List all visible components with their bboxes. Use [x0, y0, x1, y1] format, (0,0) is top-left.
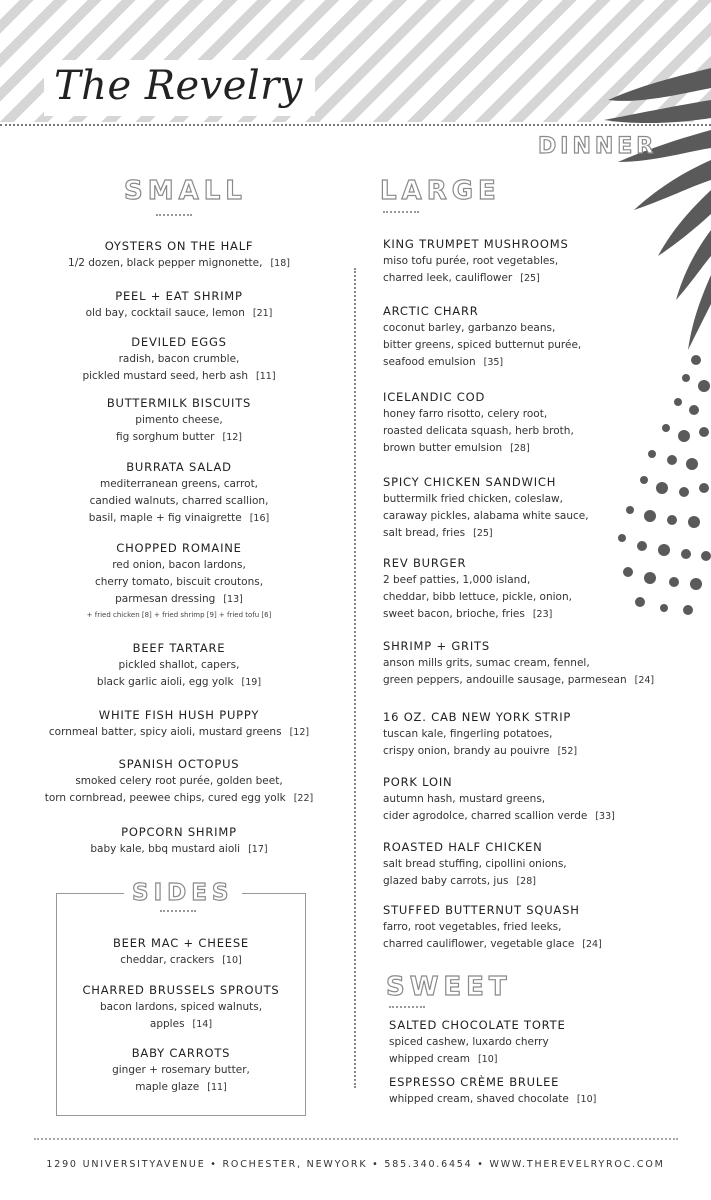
footer-contact: 1290 UNIVERSITYAVENUE • ROCHESTER, NEWYORK • 585.340.6454 • WWW.THEREVELRYROC.COM — [46, 1159, 665, 1170]
menu-item: SPANISH OCTOPUS smoked celery root purée, golden beet, torn cornbread, peewee chips, cured egg yolk [22] — [44, 757, 314, 804]
menu-item: BABY CARROTS ginger + rosemary butter, maple glaze [11] — [112, 1046, 250, 1093]
menu-item: SALTED CHOCOLATE TORTE spiced cashew, luxardo cherry whipped cream [10] — [389, 1018, 566, 1065]
menu-item: PEEL + EAT SHRIMP old bay, cocktail sauce, lemon [21] — [85, 289, 273, 319]
menu-item: REV BURGER 2 beef patties, 1,000 island, cheddar, bibb lettuce, pickle, onion, sweet bacon, brioche, fries [23] — [383, 556, 572, 620]
footer-divider — [34, 1138, 678, 1140]
menu-item: CHOPPED ROMAINE red onion, bacon lardons, cherry tomato, biscuit croutons, parmesan dressing [13] + fried chicken [8] + fried shrimp [9] + fried tofu [6] — [20, 540, 338, 622]
small-title-dots — [156, 214, 192, 216]
menu-item: BURRATA SALAD mediterranean greens, carrot, candied walnuts, charred scallion, basil, maple + fig vinaigrette [16] — [88, 460, 270, 524]
menu-item: OYSTERS ON THE HALF 1/2 dozen, black pepper mignonette, [18] — [68, 239, 290, 269]
large-title-dots — [383, 211, 419, 213]
menu-item: ARCTIC CHARR coconut barley, garbanzo beans, bitter greens, spiced butternut purée, seafood emulsion [35] — [383, 304, 582, 368]
menu-item: DEVILED EGGS radish, bacon crumble, pickled mustard seed, herb ash [11] — [82, 335, 276, 382]
menu-item: POPCORN SHRIMP baby kale, bbq mustard aioli [17] — [90, 825, 268, 855]
restaurant-logo: The Revelry — [44, 60, 315, 116]
menu-item: BEEF TARTARE pickled shallot, capers, black garlic aioli, egg yolk [19] — [96, 641, 262, 688]
menu-item: ROASTED HALF CHICKEN salt bread stuffing, cipollini onions, glazed baby carrots, jus [28] — [383, 840, 567, 887]
add-on-options: + fried chicken [8] + fried shrimp [9] + fried tofu [6] — [86, 611, 272, 619]
menu-item: ESPRESSO CRÈME BRULEE whipped cream, shaved chocolate [10] — [389, 1075, 597, 1105]
menu-item: BEER MAC + CHEESE cheddar, crackers [10] — [112, 936, 249, 966]
menu-title: DINNER — [538, 134, 658, 159]
menu-item: WHITE FISH HUSH PUPPY cornmeal batter, spicy aioli, mustard greens [12] — [48, 708, 310, 738]
sides-section-title: SIDES — [124, 880, 242, 906]
menu-item: KING TRUMPET MUSHROOMS miso tofu purée, root vegetables, charred leek, cauliflower [25] — [383, 237, 569, 284]
sweet-section-title: SWEET — [386, 972, 512, 1002]
menu-item: SHRIMP + GRITS anson mills grits, sumac cream, fennel, green peppers, andouille sausage, parmesean [24] — [383, 639, 655, 686]
menu-item: BUTTERMILK BISCUITS pimento cheese, fig sorghum butter [12] — [106, 396, 252, 443]
sides-title-dots — [160, 910, 196, 912]
large-section-title: LARGE — [380, 176, 501, 206]
sweet-title-dots — [389, 1006, 425, 1008]
column-divider — [354, 268, 356, 1088]
menu-item: 16 OZ. CAB NEW YORK STRIP tuscan kale, fingerling potatoes, crispy onion, brandy au pouivre [52] — [383, 710, 578, 757]
menu-item: SPICY CHICKEN SANDWICH buttermilk fried chicken, coleslaw, caraway pickles, alabama white sauce, salt bread, fries [25] — [383, 475, 589, 539]
small-section-title: SMALL — [124, 176, 247, 206]
menu-item: PORK LOIN autumn hash, mustard greens, cider agrodolce, charred scallion verde [33] — [383, 775, 615, 822]
menu-item: ICELANDIC COD honey farro risotto, celery root, roasted delicata squash, herb broth, brown butter emulsion [28] — [383, 390, 574, 454]
menu-item: STUFFED BUTTERNUT SQUASH farro, root vegetables, fried leeks, charred cauliflower, vegetable glace [24] — [383, 903, 602, 950]
menu-item: CHARRED BRUSSELS SPROUTS bacon lardons, spiced walnuts, apples [14] — [82, 983, 280, 1030]
